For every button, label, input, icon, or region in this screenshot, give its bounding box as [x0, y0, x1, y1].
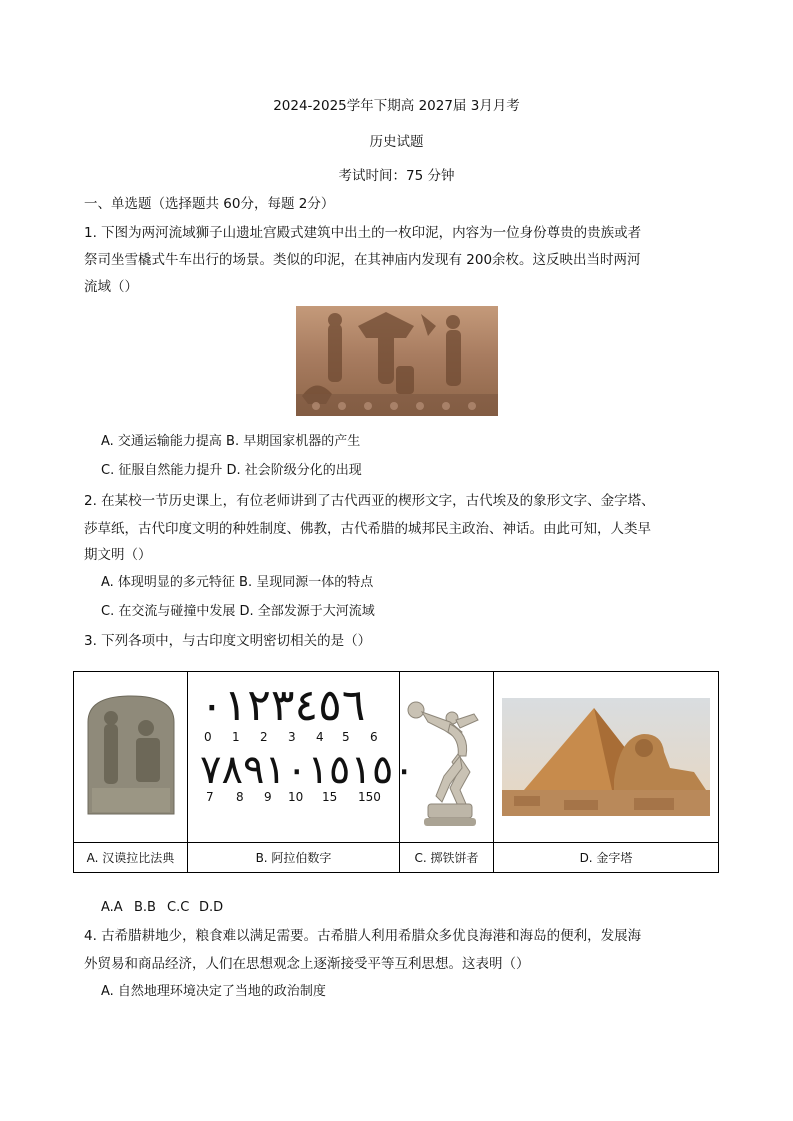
- q3-option-d: D.D: [199, 900, 224, 915]
- q1-line2: 祭司坐雪橇式牛车出行的场景。类似的印泥，在其神庙内发现有 200余枚。这反映出当时两河: [84, 252, 641, 268]
- numerals-bottom-glyphs: ٧٨٩١٠١٥١٥٠: [200, 747, 415, 793]
- num-5: 5: [342, 730, 350, 744]
- q4-line1: 4. 古希腊耕地少，粮食难以满足需要。古希腊人利用希腊众多优良海港和海岛的便利，发展海: [84, 928, 642, 944]
- q1-options-cd: C. 征服自然能力提升 D. 社会阶级分化的出现: [101, 463, 362, 478]
- num-9: 9: [264, 790, 272, 804]
- num-10: 10: [288, 790, 304, 804]
- cell-arabic-numerals: [188, 672, 415, 842]
- q3-image-table: [73, 671, 719, 873]
- q2-options-cd: C. 在交流与碰撞中发展 D. 全部发源于大河流域: [101, 604, 375, 619]
- num-4: 4: [316, 730, 324, 744]
- num-150: 150: [358, 790, 381, 804]
- q2-line3: 期文明（）: [84, 547, 152, 563]
- seal-illustration-icon: [296, 306, 498, 416]
- q1-options-ab: A. 交通运输能力提高 B. 早期国家机器的产生: [101, 434, 361, 449]
- seal-impression-image: [296, 306, 498, 416]
- q2-line1: 2. 在某校一节历史课上，有位老师讲到了古代西亚的楔形文字，古代埃及的象形文字、金字塔、: [84, 493, 655, 509]
- q1-line1: 1. 下图为两河流域狮子山遗址宫殿式建筑中出土的一枚印泥，内容为一位身份尊贵的贵族或者: [84, 225, 642, 241]
- cell-hammurabi: [74, 672, 188, 842]
- q2-line2: 莎草纸，古代印度文明的种姓制度、佛教，古代希腊的城邦民主政治、神话。由此可知，人类早: [84, 521, 651, 537]
- caption-a: A. 汉谟拉比法典: [74, 843, 188, 873]
- q3-option-b: B.B: [134, 900, 156, 915]
- num-2: 2: [260, 730, 268, 744]
- q4-line2: 外贸易和商品经济，人们在思想观念上逐渐接受平等互利思想。这表明（）: [84, 956, 530, 972]
- numerals-top-glyphs: ٠١٢٣٤٥٦: [200, 680, 366, 731]
- q2-options-ab: A. 体现明显的多元特征 B. 呈现同源一体的特点: [101, 575, 374, 590]
- section-heading: 一、单选题（选择题共 60分，每题 2分）: [84, 196, 335, 212]
- discus-thrower-statue-icon: [400, 672, 494, 842]
- exam-subject: 历史试题: [369, 134, 424, 150]
- num-3: 3: [288, 730, 296, 744]
- pyramid-sphinx-photo-icon: [494, 672, 718, 842]
- caption-c: C. 掷铁饼者: [400, 843, 494, 873]
- caption-b: B. 阿拉伯数字: [188, 843, 400, 873]
- num-7: 7: [206, 790, 214, 804]
- hammurabi-stele-icon: [74, 672, 188, 842]
- q3-caption-row: [74, 842, 718, 873]
- cell-discobolus: [400, 672, 494, 842]
- num-6: 6: [370, 730, 378, 744]
- num-0: 0: [204, 730, 212, 744]
- q3-option-c: C.C: [167, 900, 190, 915]
- num-8: 8: [236, 790, 244, 804]
- num-1: 1: [232, 730, 240, 744]
- num-15: 15: [322, 790, 338, 804]
- q1-line3: 流域（）: [84, 279, 138, 295]
- cell-pyramid: [494, 672, 718, 842]
- caption-d: D. 金字塔: [579, 851, 633, 865]
- exam-time: 考试时间：75 分钟: [338, 168, 455, 184]
- q4-option-a: A. 自然地理环境决定了当地的政治制度: [101, 984, 326, 999]
- exam-title: 2024-2025学年下期高 2027届 3月月考: [273, 98, 520, 114]
- q3-line1: 3. 下列各项中，与古印度文明密切相关的是（）: [84, 633, 372, 649]
- q3-option-a: A.A: [101, 900, 123, 915]
